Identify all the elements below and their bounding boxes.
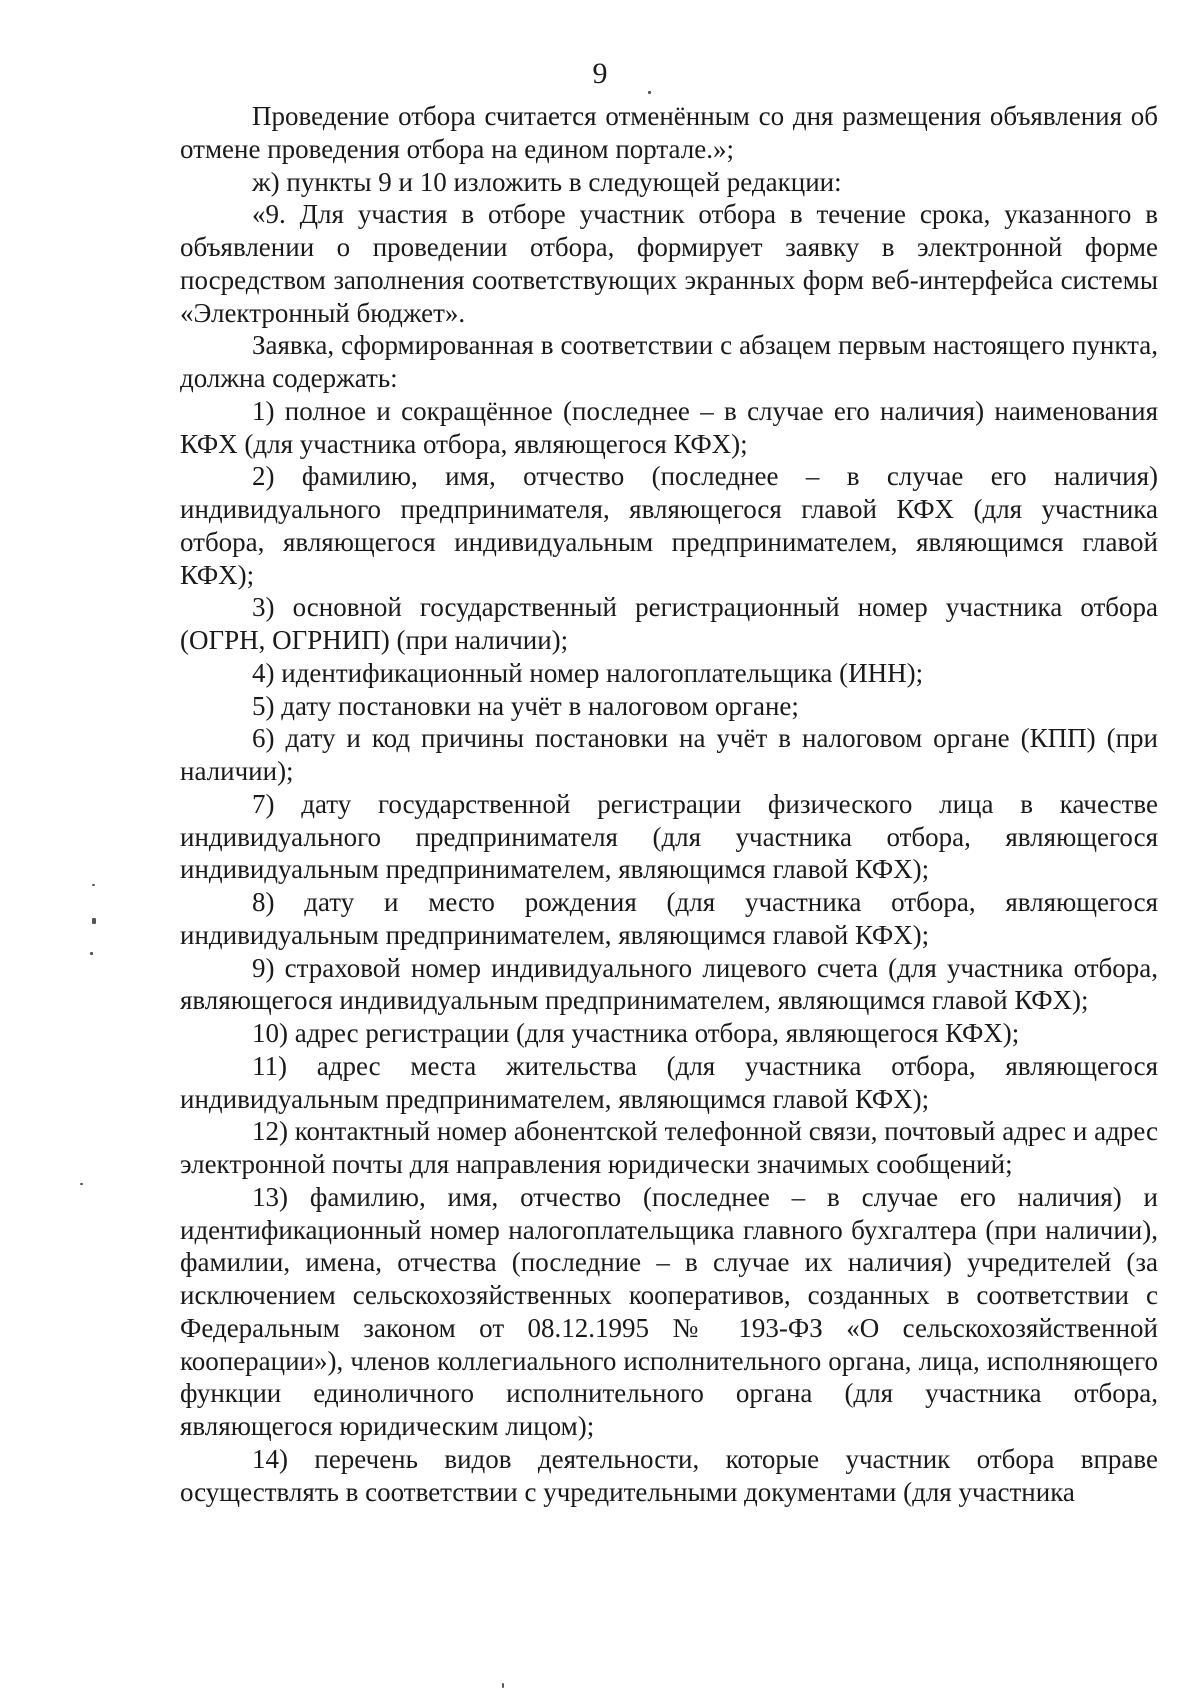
paragraph: Проведение отбора считается отменённым со дня размещения объявления об отмене проведения отбора на едином портале.»; <box>180 101 1158 164</box>
list-item: 9) страховой номер индивидуального лицевого счета (для участника отбора, являющегося индивидуальным предпринимателем, являющимся главой КФХ); <box>180 952 1158 1016</box>
list-item: 6) дату и код причины постановки на учёт в налоговом органе (КПП) (при наличии); <box>180 723 1158 786</box>
list-item: 2) фамилию, имя, отчество (последнее – в случае его наличия) индивидуального предпринимателя, являющегося главой КФХ (для участника отбора, являющегося индивидуальным предпринимателем, являющимся главой КФХ); <box>180 461 1158 590</box>
list-item: 8) дату и место рождения (для участника отбора, являющегося индивидуальным предпринимателем, являющимся главой КФХ); <box>180 887 1158 950</box>
list-item: 12) контактный номер абонентской телефонной связи, почтовый адрес и адрес электронной почты для направления юридически значимых сообщений; <box>180 1116 1158 1179</box>
paragraph: Заявка, сформированная в соответствии с абзацем первым настоящего пункта, должна содержать: <box>180 330 1158 393</box>
list-item: 14) перечень видов деятельности, которые участник отбора вправе осуществлять в соответствии с учредительными документами (для участника <box>180 1443 1158 1507</box>
list-item: 7) дату государственной регистрации физического лица в качестве индивидуального предпринимателя (для участника отбора, являющегося индивидуальным предпринимателем, являющимся главой КФХ); <box>180 788 1158 885</box>
list-item: 4) идентификационный номер налогоплательщика (ИНН); <box>252 657 924 688</box>
document-body <box>180 100 1158 1508</box>
list-item: 5) дату постановки на учёт в налоговом органе; <box>252 690 799 721</box>
list-item: 13) фамилию, имя, отчество (последнее – в случае его наличия) и идентификационный номер налогоплательщика главного бухгалтера (при наличии), фамилии, имена, отчества (последние – в случае их наличия) учредителей (за исключением сельскохозяйственных кооперативов, созданных в соответствии с Федеральным законом от 08.12.1995 № 193-ФЗ «О сельскохозяйственной кооперации»), членов коллегиального исполнительного органа, лица, исполняющего функции единоличного исполнительного органа (для участника отбора, являющегося юридическим лицом); <box>180 1181 1158 1441</box>
list-item: 10) адрес регистрации (для участника отбора, являющегося КФХ); <box>252 1018 1020 1048</box>
paragraph: ж) пункты 9 и 10 изложить в следующей редакции: <box>252 166 842 197</box>
list-item: 11) адрес места жительства (для участника отбора, являющегося индивидуальным предпринимателем, являющимся главой КФХ); <box>180 1050 1158 1114</box>
list-item: 1) полное и сокращённое (последнее – в случае его наличия) наименования КФХ (для участника отбора, являющегося КФХ); <box>180 395 1158 459</box>
paragraph: «9. Для участия в отборе участник отбора в течение срока, указанного в объявлении о проведении отбора, формирует заявку в электронной форме посредством заполнения соответствующих экранных форм веб-интерфейса системы «Электронный бюджет». <box>180 199 1158 328</box>
list-item: 3) основной государственный регистрационный номер участника отбора (ОГРН, ОГРНИП) (при наличии); <box>180 592 1158 655</box>
page-number: 9 <box>592 57 608 90</box>
